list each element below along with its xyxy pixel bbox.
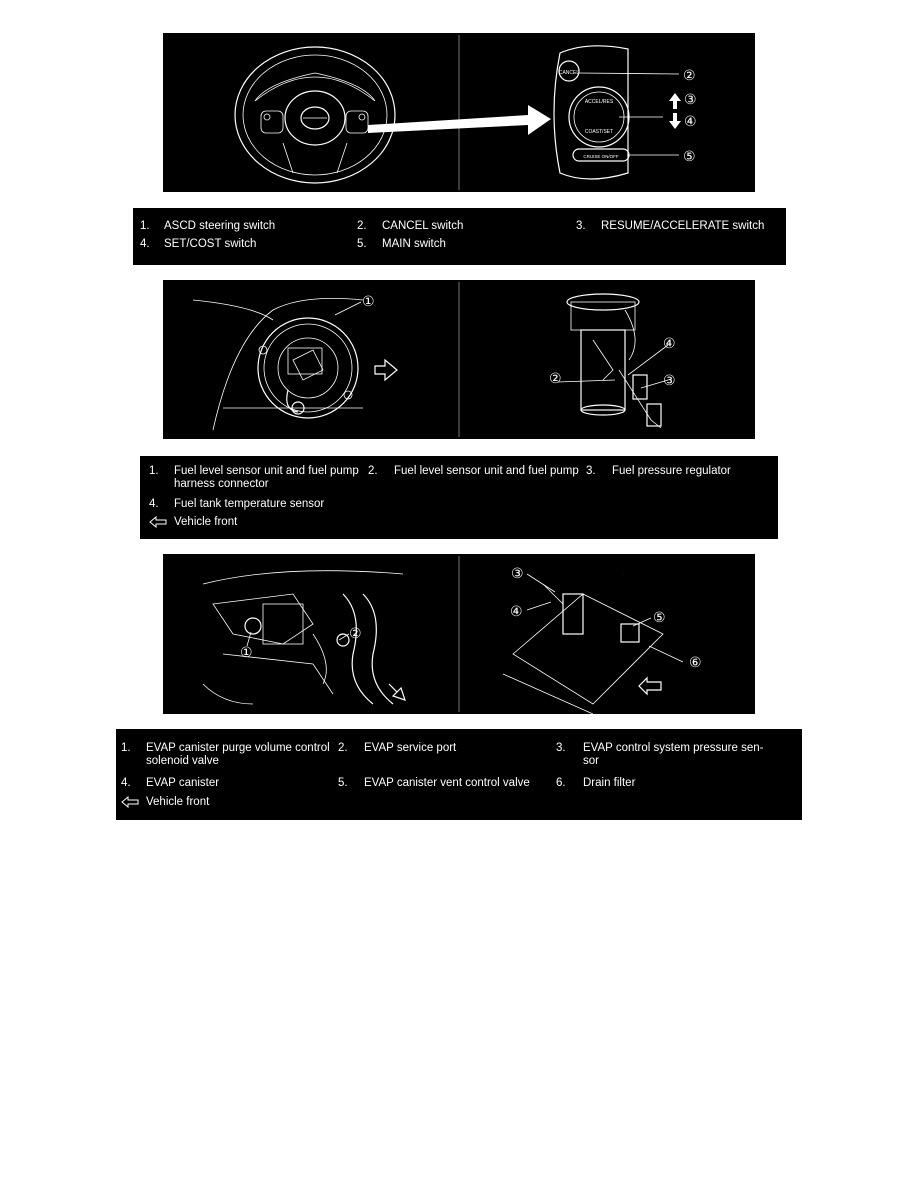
legend-item xyxy=(140,220,276,233)
engine-bay-illustration xyxy=(203,571,403,704)
legend-item-text: Fuel pressure regulator xyxy=(612,465,731,477)
legend-item-number: 1. xyxy=(149,465,159,477)
callout-4: ④ xyxy=(663,336,676,352)
legend-item-number: 1. xyxy=(121,742,131,754)
legend-item-text: EVAP control system pressure sen- sor xyxy=(583,742,764,767)
legend-item-number: 2. xyxy=(338,742,348,754)
legend-item-number: 3. xyxy=(586,465,596,477)
vehicle-front-legend xyxy=(121,796,210,809)
vehicle-front-label: Vehicle front xyxy=(146,796,210,808)
legend-ascd-switch xyxy=(133,208,786,265)
legend-item-number: 2. xyxy=(357,220,367,232)
down-arrow-icon xyxy=(669,113,681,129)
vehicle-front-arrow-icon xyxy=(639,678,661,694)
legend-item xyxy=(357,220,464,233)
legend-item-text: Fuel tank temperature sensor xyxy=(174,498,325,510)
callout-2: ② xyxy=(349,626,362,642)
legend-item-number: 3. xyxy=(556,742,566,754)
ascd-switch-panel-illustration xyxy=(554,46,629,179)
callout-3: ③ xyxy=(663,373,676,389)
callout-5: ⑤ xyxy=(653,610,666,626)
legend-item-number: 2. xyxy=(368,465,378,477)
evap-canister-illustration xyxy=(503,574,693,714)
legend-item-text: EVAP canister purge volume control solenoid valve xyxy=(146,742,330,767)
legend-item-number: 1. xyxy=(140,220,150,232)
callout-6: ⑥ xyxy=(689,655,702,671)
figure-ascd-steering-switch xyxy=(163,33,755,192)
legend-item xyxy=(338,742,457,755)
legend-item-text: SET/COST switch xyxy=(164,238,257,250)
legend-item xyxy=(149,498,325,511)
callout-4: ④ xyxy=(510,604,523,620)
callout-3: ③ xyxy=(511,566,524,582)
vehicle-front-arrow-icon xyxy=(375,360,397,380)
vehicle-front-arrow-icon xyxy=(149,516,167,528)
legend-item xyxy=(556,742,786,767)
legend-item-number: 4. xyxy=(149,498,159,510)
figure-evap-components xyxy=(163,554,755,714)
legend-item-text: CANCEL switch xyxy=(382,220,464,232)
vehicle-front-arrow-icon xyxy=(121,796,139,808)
legend-item-text: Fuel level sensor unit and fuel pump xyxy=(394,465,579,477)
legend-item-text: EVAP canister vent control valve xyxy=(364,777,530,789)
callout-2: ② xyxy=(549,371,562,387)
legend-item-number: 3. xyxy=(576,220,586,232)
callout-4: ④ xyxy=(684,114,697,130)
accel-res-label: ACCEL/RES xyxy=(584,99,614,105)
up-arrow-icon xyxy=(669,93,681,109)
coast-set-label: COAST/SET xyxy=(584,129,614,135)
vehicle-front-arrow-icon xyxy=(389,684,405,700)
legend-item xyxy=(338,777,530,790)
main-switch-label: CRUISE ON/OFF xyxy=(583,154,619,159)
legend-item xyxy=(556,777,636,790)
legend-item-text: RESUME/ACCELERATE switch xyxy=(601,220,765,232)
legend-item-number: 6. xyxy=(556,777,566,789)
vehicle-front-legend xyxy=(149,516,238,529)
callout-1: ① xyxy=(362,294,375,310)
callout-5: ⑤ xyxy=(683,149,696,165)
legend-item-text: Fuel level sensor unit and fuel pump harness connector xyxy=(174,465,359,490)
legend-item xyxy=(121,777,220,790)
legend-item xyxy=(586,465,731,478)
figure-fuel-level-sensor xyxy=(163,280,755,439)
legend-item-number: 5. xyxy=(338,777,348,789)
callout-3: ③ xyxy=(684,92,697,108)
callout-2: ② xyxy=(683,68,696,84)
legend-item xyxy=(368,465,579,478)
legend-item-text: Drain filter xyxy=(583,777,636,789)
legend-item-number: 4. xyxy=(140,238,150,250)
fuel-pump-access-illustration xyxy=(193,298,363,430)
steering-wheel-illustration xyxy=(235,47,395,183)
legend-item xyxy=(357,238,446,251)
legend-item-number: 5. xyxy=(357,238,367,250)
legend-item-text: EVAP service port xyxy=(364,742,457,754)
callout-1: ① xyxy=(240,645,253,661)
legend-item-text: EVAP canister xyxy=(146,777,220,789)
legend-item-number: 4. xyxy=(121,777,131,789)
vehicle-front-label: Vehicle front xyxy=(174,516,238,528)
legend-item xyxy=(576,220,765,233)
legend-fuel-level-sensor xyxy=(140,456,778,539)
legend-item xyxy=(121,742,341,767)
legend-item xyxy=(140,238,257,251)
legend-item-text: MAIN switch xyxy=(382,238,446,250)
legend-evap-components xyxy=(116,729,802,820)
legend-item xyxy=(149,465,364,490)
legend-item-text: ASCD steering switch xyxy=(164,220,276,232)
cancel-switch-label: CANCEL xyxy=(558,70,580,76)
